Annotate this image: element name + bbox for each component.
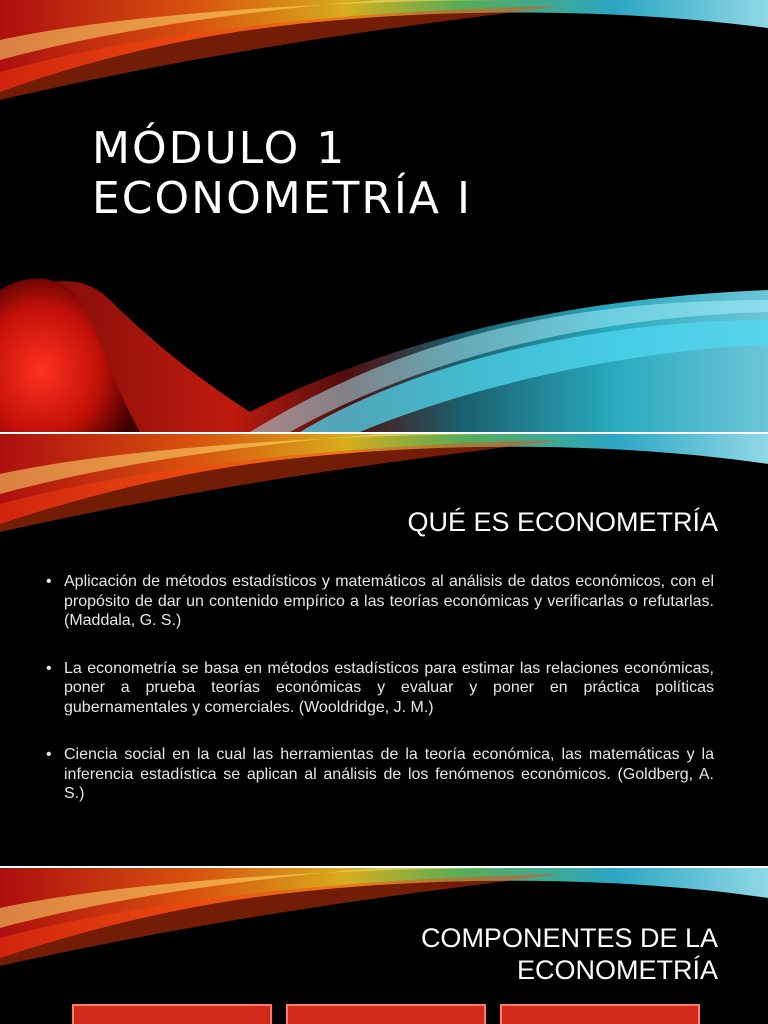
slide-heading (421, 922, 718, 986)
component-box (500, 1004, 700, 1024)
heading-line-2: ECONOMETRÍA (516, 955, 718, 985)
component-box (72, 1004, 272, 1024)
bullet-marker: • (46, 659, 52, 677)
slide-title-text (92, 124, 472, 224)
title-line-1: MÓDULO 1 (92, 123, 347, 174)
component-box (286, 1004, 486, 1024)
bullet-text: La econometría se basa en métodos estadísticos para estimar las relaciones económicas, poner a prueba teorías económicas y evaluar y poner en práctica políticas gubernamentales y comerciales. (Wooldridge, J. M.) (64, 659, 714, 716)
slide-title (0, 0, 768, 432)
bullet-text: Aplicación de métodos estadísticos y matemáticos al análisis de datos económicos, con el propósito de dar un contenido empírico a las teorías económicas y verificarlas o refutarlas. (Maddala, G. S.) (64, 573, 714, 629)
bullet-list (46, 572, 714, 832)
list-item (46, 572, 714, 631)
title-line-2: ECONOMETRÍA I (92, 173, 472, 224)
component-boxes (0, 1004, 768, 1024)
bullet-text: Ciencia social en la cual las herramientas de la teoría económica, las matemáticas y la inferencia estadística se aplican al análisis de los fenómenos económicos. (Goldberg, A. S.) (64, 746, 714, 802)
heading-line-1: COMPONENTES DE LA (420, 923, 718, 953)
slide-heading: QUÉ ES ECONOMETRÍA (407, 507, 718, 537)
list-item (46, 659, 714, 718)
bullet-marker: • (46, 573, 52, 590)
bullet-marker: • (46, 746, 52, 763)
list-item (46, 745, 714, 804)
slide-components (0, 868, 768, 1024)
slide-definition (0, 434, 768, 866)
